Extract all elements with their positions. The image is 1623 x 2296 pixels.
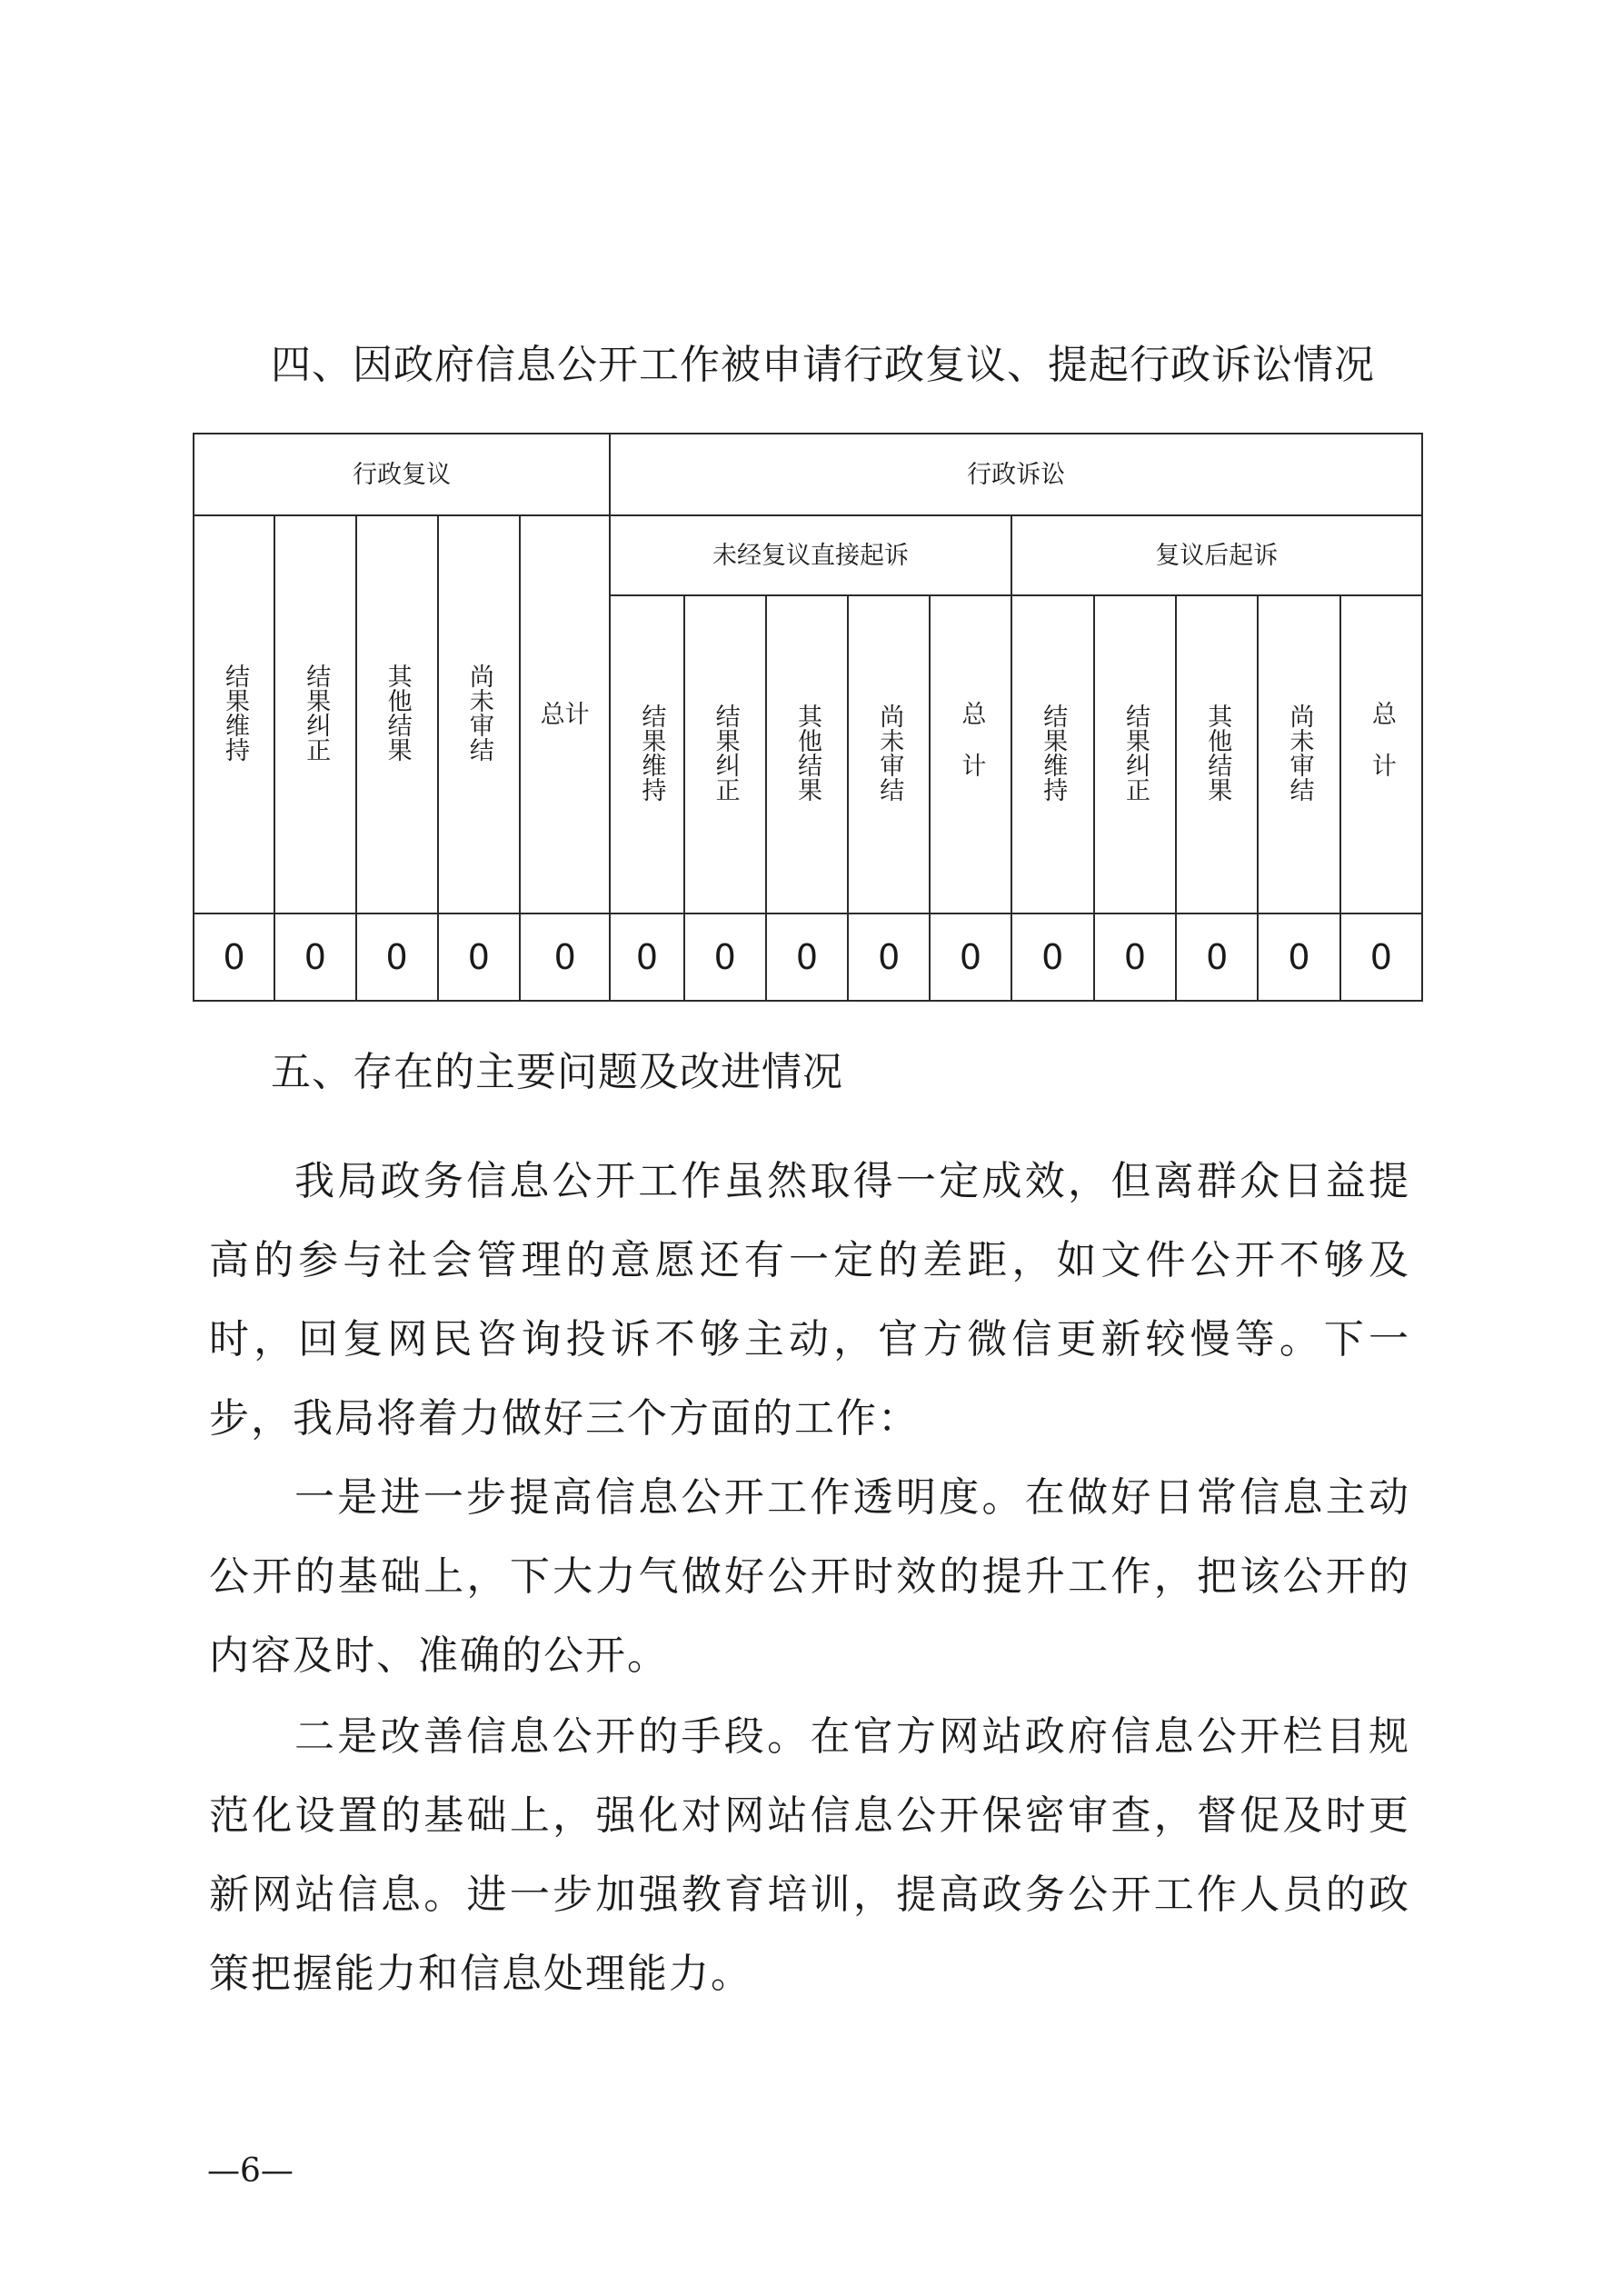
value-cell: 0 [1340, 913, 1422, 1001]
col-review-result-maintained: 结果维持 [194, 515, 274, 913]
col-direct-pending: 尚未审结 [848, 595, 930, 913]
page-number: —6— [207, 2152, 294, 2190]
col-direct-total: 总计 [930, 595, 1011, 913]
col-review-result-corrected: 结果纠正 [274, 515, 355, 913]
value-cell: 0 [520, 913, 610, 1001]
value-cell: 0 [194, 913, 274, 1001]
col-review-pending: 尚未审结 [438, 515, 520, 913]
paragraph-problems: 我局政务信息公开工作虽然取得一定成效，但离群众日益提高的参与社会管理的意愿还有一定的差距，如文件公开不够及时，回复网民咨询投诉不够主动，官方微信更新较慢等。下一步，我局将着力做好三个方面的工作： [209, 1158, 1410, 1442]
header-post-review-suit: 复议后起诉 [1011, 515, 1422, 595]
value-cell: 0 [356, 913, 438, 1001]
col-direct-result-corrected: 结果纠正 [684, 595, 766, 913]
value-cell: 0 [1011, 913, 1094, 1001]
col-review-other-result: 其他结果 [356, 515, 438, 913]
col-post-other-result: 其他结果 [1176, 595, 1258, 913]
value-cell: 0 [848, 913, 930, 1001]
header-admin-litigation: 行政诉讼 [610, 434, 1422, 515]
col-post-result-maintained: 结果维持 [1011, 595, 1094, 913]
review-litigation-table [193, 433, 1423, 1002]
col-direct-result-maintained: 结果维持 [610, 595, 683, 913]
value-cell: 0 [684, 913, 766, 1001]
value-cell: 0 [930, 913, 1011, 1001]
paragraph-means: 二是改善信息公开的手段。在官方网站政府信息公开栏目规范化设置的基础上，强化对网站信息公开保密审查，督促及时更新网站信息。进一步加强教育培训，提高政务公开工作人员的政策把握能力和信息处理能力。 [209, 1713, 1410, 1997]
header-admin-review: 行政复议 [194, 434, 610, 515]
col-direct-other-result: 其他结果 [766, 595, 848, 913]
value-cell: 0 [1176, 913, 1258, 1001]
col-review-total: 总计 [520, 515, 610, 913]
value-cell: 0 [438, 913, 520, 1001]
value-cell: 0 [1094, 913, 1176, 1001]
header-direct-suit: 未经复议直接起诉 [610, 515, 1011, 595]
section-4-heading: 四、因政府信息公开工作被申请行政复议、提起行政诉讼情况 [271, 342, 1375, 388]
col-post-pending: 尚未审结 [1258, 595, 1339, 913]
value-cell: 0 [766, 913, 848, 1001]
paragraph-transparency: 一是进一步提高信息公开工作透明度。在做好日常信息主动公开的基础上，下大力气做好公开时效的提升工作，把该公开的内容及时、准确的公开。 [209, 1474, 1410, 1679]
section-5-heading: 五、存在的主要问题及改进情况 [271, 1049, 843, 1095]
value-cell: 0 [1258, 913, 1339, 1001]
col-post-result-corrected: 结果纠正 [1094, 595, 1176, 913]
value-cell: 0 [274, 913, 355, 1001]
value-cell: 0 [610, 913, 683, 1001]
col-post-total: 总计 [1340, 595, 1422, 913]
